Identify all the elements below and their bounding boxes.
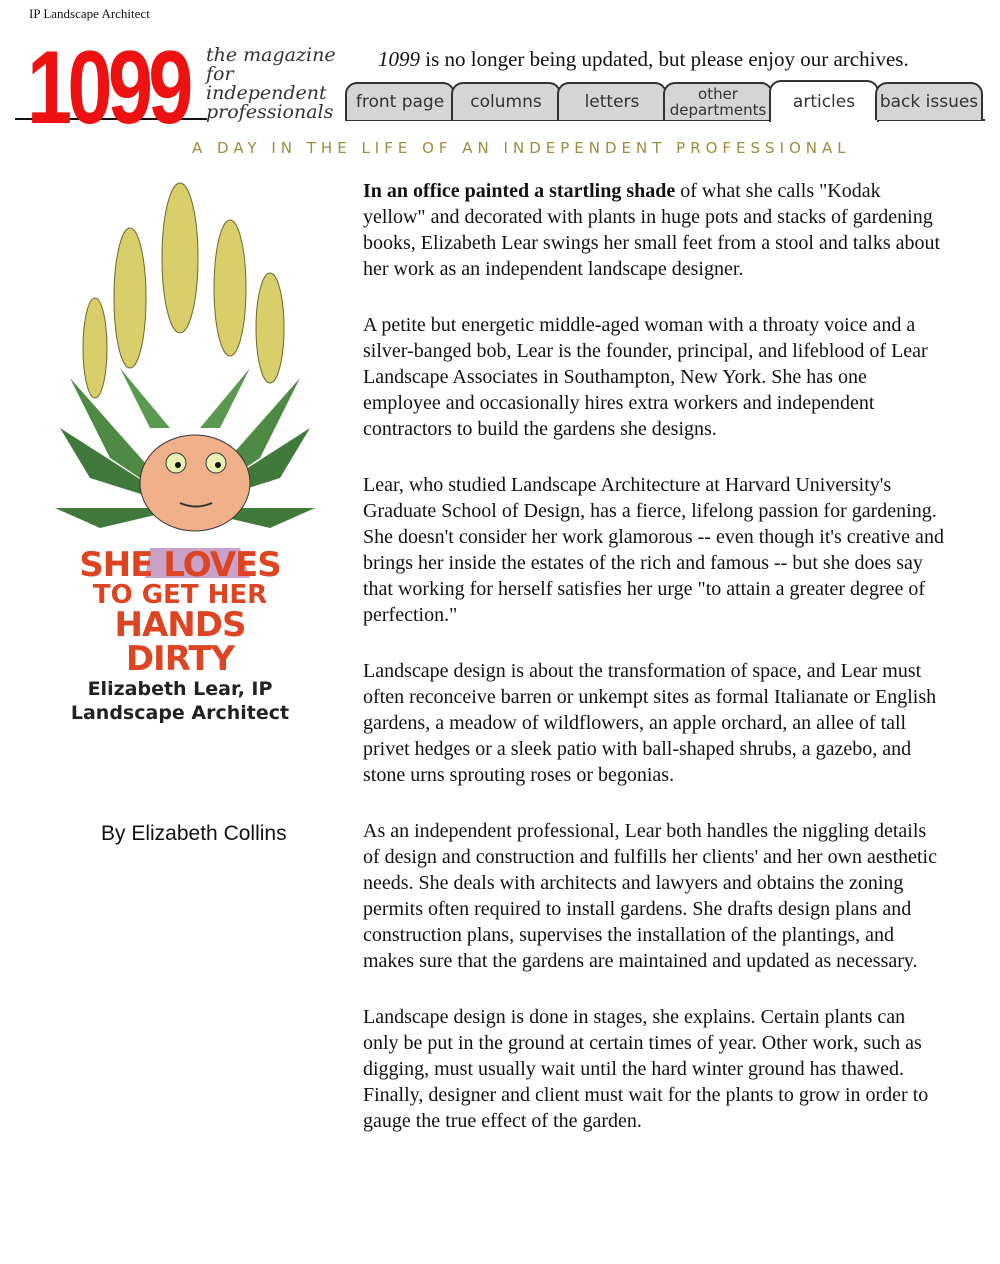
flower-spikes xyxy=(83,183,284,398)
tab-label: articles xyxy=(792,92,856,112)
article-paragraph: As an independent professional, Lear both handles the niggling details of design and construction and fulfills her clients' and her own aesthetic needs. She deals with architects and lawyers and obtains the zoning permits often required to install gardens. She drafts design plans and construction plans, supervises the installation of the plantings, and makes sure that the gardens are maintained and updated as necessary. xyxy=(363,820,937,972)
document-title: IP Landscape Architect xyxy=(29,6,150,21)
tab-front-page[interactable] xyxy=(345,82,455,120)
logo-number: 1099 xyxy=(27,30,189,146)
tab-columns[interactable] xyxy=(451,82,561,120)
article-byline: By Elizabeth Collins xyxy=(101,822,287,845)
article-paragraph: Landscape design is about the transformation of space, and Lear must often reconceive barren or unkempt sites as formal Italianate or English gardens, a meadow of wildflowers, an apple orchard, an allee of tall privet hedges or a sleek patio with ball-shaped shrubs, a gazebo, and stone urns sprouting roses or begonias. xyxy=(363,660,937,786)
notice-magazine-name: 1099 xyxy=(378,47,420,71)
magazine-logo[interactable] xyxy=(15,30,207,146)
caption-subject-title: Landscape Architect xyxy=(70,702,290,724)
tab-label: other departments xyxy=(669,85,767,119)
magazine-tagline: the magazine for independent professionals xyxy=(206,44,336,123)
article-paragraph: Landscape design is done in stages, she explains. Certain plants can only be put in the ground at certain times of year. Other work, such as digging, must usually wait until the hard winter ground has thawed. Finally, designer and client must wait for the plants to grow in order to gauge the true effect of the garden. xyxy=(363,1006,929,1132)
lead-bold: In an office painted a startling shade xyxy=(363,180,676,202)
caption-line-2: TO GET HER xyxy=(92,580,268,610)
tab-other-departments[interactable] xyxy=(663,82,773,120)
illustration-caption xyxy=(60,545,300,724)
article-paragraph: Lear, who studied Landscape Architecture at Harvard University's Graduate School of Design, has a fierce, lifelong passion for gardening. She doesn't consider her work glamorous -- even though it's creative and brings her inside the estates of the rich and famous -- but she does say that working for herself satisfies her urge "to attain a greater degree of perfection." xyxy=(363,474,944,626)
archive-notice xyxy=(378,47,909,72)
tab-articles[interactable] xyxy=(769,80,879,122)
section-heading: A DAY IN THE LIFE OF AN INDEPENDENT PROFESSIONAL xyxy=(192,139,851,157)
caption-line-1: SHE LOVES xyxy=(79,545,281,585)
article-body xyxy=(363,178,945,1164)
article-paragraph xyxy=(363,178,945,282)
tab-letters[interactable] xyxy=(557,82,667,120)
tab-label: columns xyxy=(470,92,542,112)
tab-label: back issues xyxy=(879,92,979,112)
notice-text: is no longer being updated, but please enjoy our archives. xyxy=(420,47,909,71)
tab-label: letters xyxy=(584,92,640,112)
lead-text: of what she calls "Kodak yellow" and decorated with plants in huge pots and stacks of gardening books, Elizabeth Lear swings her small feet from a stool and talks about her work as an independent landscape designer. xyxy=(363,180,941,280)
article-paragraph: A petite but energetic middle-aged woman with a throaty voice and a silver-banged bob, Lear is the founder, principal, and lifeblood of Lear Landscape Associates in Southampton, New York. She has one employee and occasionally hires extra workers and independent contractors to build the gardens she designs. xyxy=(363,314,928,440)
nav-tabs xyxy=(345,80,985,122)
tab-label: front page xyxy=(355,92,445,112)
caption-line-3: HANDS DIRTY xyxy=(114,605,246,679)
caption-subject-name: Elizabeth Lear, IP xyxy=(87,678,273,700)
tab-back-issues[interactable] xyxy=(875,82,983,120)
